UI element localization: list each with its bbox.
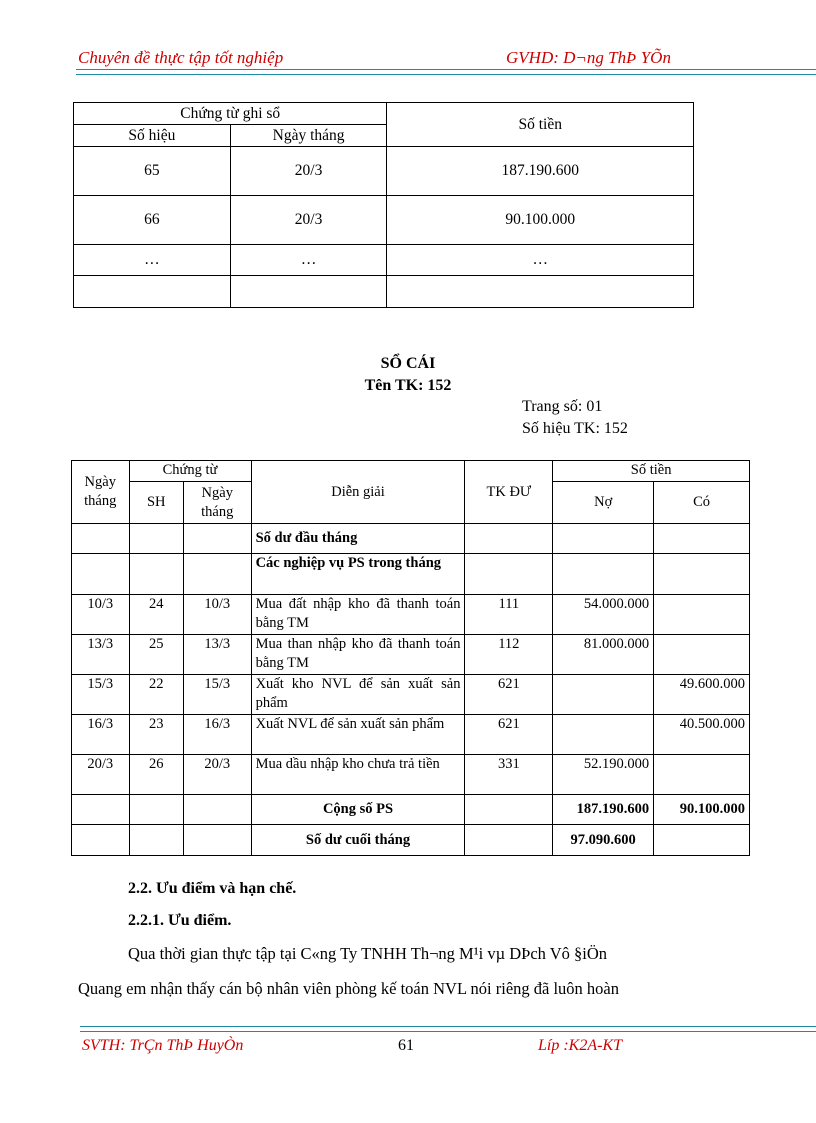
cell-no xyxy=(553,675,654,715)
cell-sh: 25 xyxy=(129,635,183,675)
table-row xyxy=(72,595,750,635)
cell-sh: 23 xyxy=(129,715,183,755)
cell-ngay: 13/3 xyxy=(72,635,130,675)
table-row xyxy=(72,635,750,675)
cell-so-tien: 90.100.000 xyxy=(387,196,694,245)
th-dien-giai: Diễn giải xyxy=(251,461,465,524)
cell-ngay: 20/3 xyxy=(72,755,130,795)
cell-so-tien: 187.190.600 xyxy=(387,147,694,196)
cell-so-tien: … xyxy=(387,245,694,276)
cell-ngay: … xyxy=(230,245,387,276)
cell-dien-giai: Xuất NVL để sản xuất sản phẩm xyxy=(251,715,465,755)
paragraph xyxy=(78,936,738,1006)
cell-tk: 112 xyxy=(465,635,553,675)
table-row xyxy=(72,715,750,755)
cell-co xyxy=(654,755,750,795)
table-row xyxy=(74,196,694,245)
table-row xyxy=(74,276,694,308)
ledger-title: SỔ CÁI xyxy=(380,355,436,372)
cell-ngay: 16/3 xyxy=(72,715,130,755)
th-ngay-thang: Ngày tháng xyxy=(72,461,130,524)
cell-ngay-ct: 10/3 xyxy=(183,595,251,635)
cell-dien-giai: Xuất kho NVL để sản xuất sản phẩm xyxy=(251,675,465,715)
ledger-page-no: Trang số: 01 xyxy=(522,398,603,415)
section-heading: 2.2. Ưu điểm và hạn chế. xyxy=(128,880,297,897)
table-row xyxy=(72,675,750,715)
cell-no: 81.000.000 xyxy=(553,635,654,675)
cell-tk: 111 xyxy=(465,595,553,635)
footer-student: SVTH: TrÇn ThÞ HuyÒn xyxy=(82,1037,244,1054)
th-co: Có xyxy=(654,482,750,524)
total-label: Cộng số PS xyxy=(251,795,465,825)
ledger-account-name: Tên TK: 152 xyxy=(364,377,452,394)
total-no: 187.190.600 xyxy=(553,795,654,825)
paragraph-line: Quang em nhận thấy cán bộ nhân viên phòng kế toán NVL nói riêng đã luôn hoàn xyxy=(78,979,620,998)
th-no: Nợ xyxy=(553,482,654,524)
cell-dien-giai: Mua dầu nhập kho chưa trả tiền xyxy=(251,755,465,795)
ledger-account-no: Số hiệu TK: 152 xyxy=(522,420,628,437)
cell-dien-giai: Mua đất nhập kho đã thanh toán bằng TM xyxy=(251,595,465,635)
th-chung-tu: Chứng từ xyxy=(129,461,251,482)
cell-so-hieu: 66 xyxy=(74,196,231,245)
cell-sh: 26 xyxy=(129,755,183,795)
cell-sh: 22 xyxy=(129,675,183,715)
table-row xyxy=(72,755,750,795)
cell-co xyxy=(654,635,750,675)
page-number: 61 xyxy=(398,1037,414,1054)
table-row xyxy=(74,147,694,196)
th-so-tien: Số tiền xyxy=(553,461,750,482)
page-header xyxy=(78,48,704,70)
cell-ngay-ct: 15/3 xyxy=(183,675,251,715)
cell-dien-giai: Mua than nhập kho đã thanh toán bằng TM xyxy=(251,635,465,675)
closing-balance-label: Số dư cuối tháng xyxy=(251,825,465,856)
cell-ngay: 20/3 xyxy=(230,147,387,196)
opening-balance-label: Số dư đầu tháng xyxy=(251,524,465,554)
cell-no xyxy=(553,715,654,755)
th-chung-tu-ghi-so: Chứng từ ghi sổ xyxy=(74,103,387,125)
ledger-table xyxy=(71,460,750,856)
subsection-heading: 2.2.1. Ưu điểm. xyxy=(128,912,232,929)
ps-label: Các nghiệp vụ PS trong tháng xyxy=(251,554,465,595)
cell-tk: 331 xyxy=(465,755,553,795)
cell-so-hieu: … xyxy=(74,245,231,276)
cell-tk: 621 xyxy=(465,715,553,755)
cell-co: 49.600.000 xyxy=(654,675,750,715)
cell-ngay-ct: 20/3 xyxy=(183,755,251,795)
cell-so-tien xyxy=(387,276,694,308)
cell-ngay xyxy=(230,276,387,308)
th-sh: SH xyxy=(129,482,183,524)
table-row xyxy=(72,825,750,856)
paragraph-line: Qua thời gian thực tập tại C«ng Ty TNHH Th¬ng M¹i vµ DÞch Vô §iÖn xyxy=(128,944,608,963)
closing-no: 97.090.600 xyxy=(553,825,654,856)
total-co: 90.100.000 xyxy=(654,795,750,825)
cell-sh: 24 xyxy=(129,595,183,635)
footer-class: Líp :K2A-KT xyxy=(538,1037,623,1054)
cell-no: 54.000.000 xyxy=(553,595,654,635)
cell-no: 52.190.000 xyxy=(553,755,654,795)
table-row xyxy=(72,554,750,595)
cell-so-hieu xyxy=(74,276,231,308)
header-rule xyxy=(76,69,816,75)
table-row xyxy=(74,245,694,276)
cell-co: 40.500.000 xyxy=(654,715,750,755)
cell-ngay: 15/3 xyxy=(72,675,130,715)
footer-rule xyxy=(80,1026,816,1032)
th-tk-du: TK ĐƯ xyxy=(465,461,553,524)
cell-ngay: 10/3 xyxy=(72,595,130,635)
th-ngay-thang: Ngày tháng xyxy=(230,125,387,147)
th-ngay-thang-ct: Ngày tháng xyxy=(183,482,251,524)
cell-tk: 621 xyxy=(465,675,553,715)
th-so-hieu: Số hiệu xyxy=(74,125,231,147)
cell-ngay-ct: 13/3 xyxy=(183,635,251,675)
cell-so-hieu: 65 xyxy=(74,147,231,196)
th-so-tien: Số tiền xyxy=(387,103,694,147)
voucher-table xyxy=(73,102,694,308)
table-row xyxy=(72,524,750,554)
page-footer xyxy=(82,1037,816,1059)
cell-ngay-ct: 16/3 xyxy=(183,715,251,755)
header-advisor: GVHD: D¬ng ThÞ YÕn xyxy=(506,48,671,67)
cell-ngay: 20/3 xyxy=(230,196,387,245)
header-title: Chuyên đề thực tập tốt nghiệp xyxy=(78,48,284,67)
table-row xyxy=(72,795,750,825)
cell-co xyxy=(654,595,750,635)
